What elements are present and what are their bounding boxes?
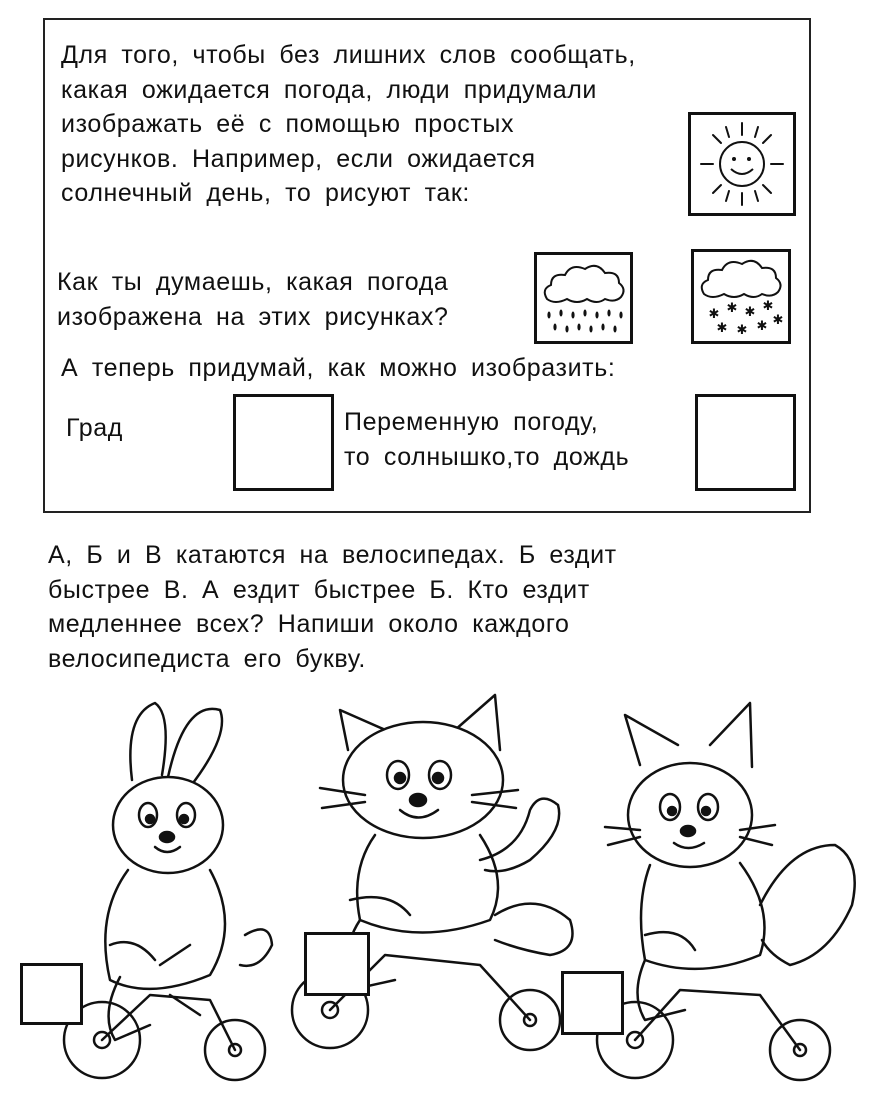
svg-text:✱: ✱ xyxy=(772,313,784,328)
svg-text:✱: ✱ xyxy=(716,321,728,336)
bike-line-1: А, Б и В катаются на велосипедах. Б ездит xyxy=(48,541,617,569)
snow-picture xyxy=(691,249,791,344)
snow-cloud-icon xyxy=(694,252,788,341)
changeable-weather-answer-box[interactable] xyxy=(695,394,796,491)
bunny-icon xyxy=(40,695,290,1105)
hail-answer-box[interactable] xyxy=(233,394,334,491)
question-line-2: изображена на этих рисунках? xyxy=(57,302,449,331)
invent-prompt: А теперь придумай, как можно изобразить: xyxy=(61,354,616,382)
bike-line-3: медленнее всех? Напиши около каждого xyxy=(48,610,570,638)
rain-picture xyxy=(534,252,633,344)
changeable-weather-label xyxy=(344,405,629,474)
intro-line-1: Для того, чтобы без лишних слов сообщать, xyxy=(61,41,636,69)
svg-text:✱: ✱ xyxy=(708,307,720,322)
sun-icon xyxy=(691,115,793,213)
intro-line-5: солнечный день, то рисуют так: xyxy=(61,179,470,207)
bike-line-2: быстрее В. А ездит быстрее Б. Кто ездит xyxy=(48,575,590,604)
raccoon-answer-box[interactable] xyxy=(304,932,370,996)
squirrel-answer-box[interactable] xyxy=(561,971,624,1035)
intro-line-3: изображать её с помощью простых xyxy=(61,110,515,138)
svg-text:✱: ✱ xyxy=(726,301,738,316)
hail-label: Град xyxy=(66,414,123,442)
squirrel-icon xyxy=(590,695,870,1105)
weather-question-text xyxy=(57,265,448,334)
bunny-answer-box[interactable] xyxy=(20,963,83,1025)
svg-text:✱: ✱ xyxy=(762,299,774,314)
raccoon-icon xyxy=(280,690,590,1100)
weather-intro-text xyxy=(61,38,636,211)
question-line-1: Как ты думаешь, какая погода xyxy=(57,268,449,296)
bike-line-4: велосипедиста его букву. xyxy=(48,644,366,673)
intro-line-4: рисунков. Например, если ожидается xyxy=(61,144,536,173)
changeable-line-1: Переменную погоду, xyxy=(344,408,599,436)
intro-line-2: какая ожидается погода, люди придумали xyxy=(61,75,597,104)
svg-text:✱: ✱ xyxy=(756,319,768,334)
rain-cloud-icon xyxy=(537,255,630,341)
sun-picture xyxy=(688,112,796,216)
changeable-line-2: то солнышко,то дождь xyxy=(344,442,630,471)
svg-text:✱: ✱ xyxy=(744,305,756,320)
svg-text:✱: ✱ xyxy=(736,323,748,338)
bike-task-text xyxy=(48,538,617,676)
